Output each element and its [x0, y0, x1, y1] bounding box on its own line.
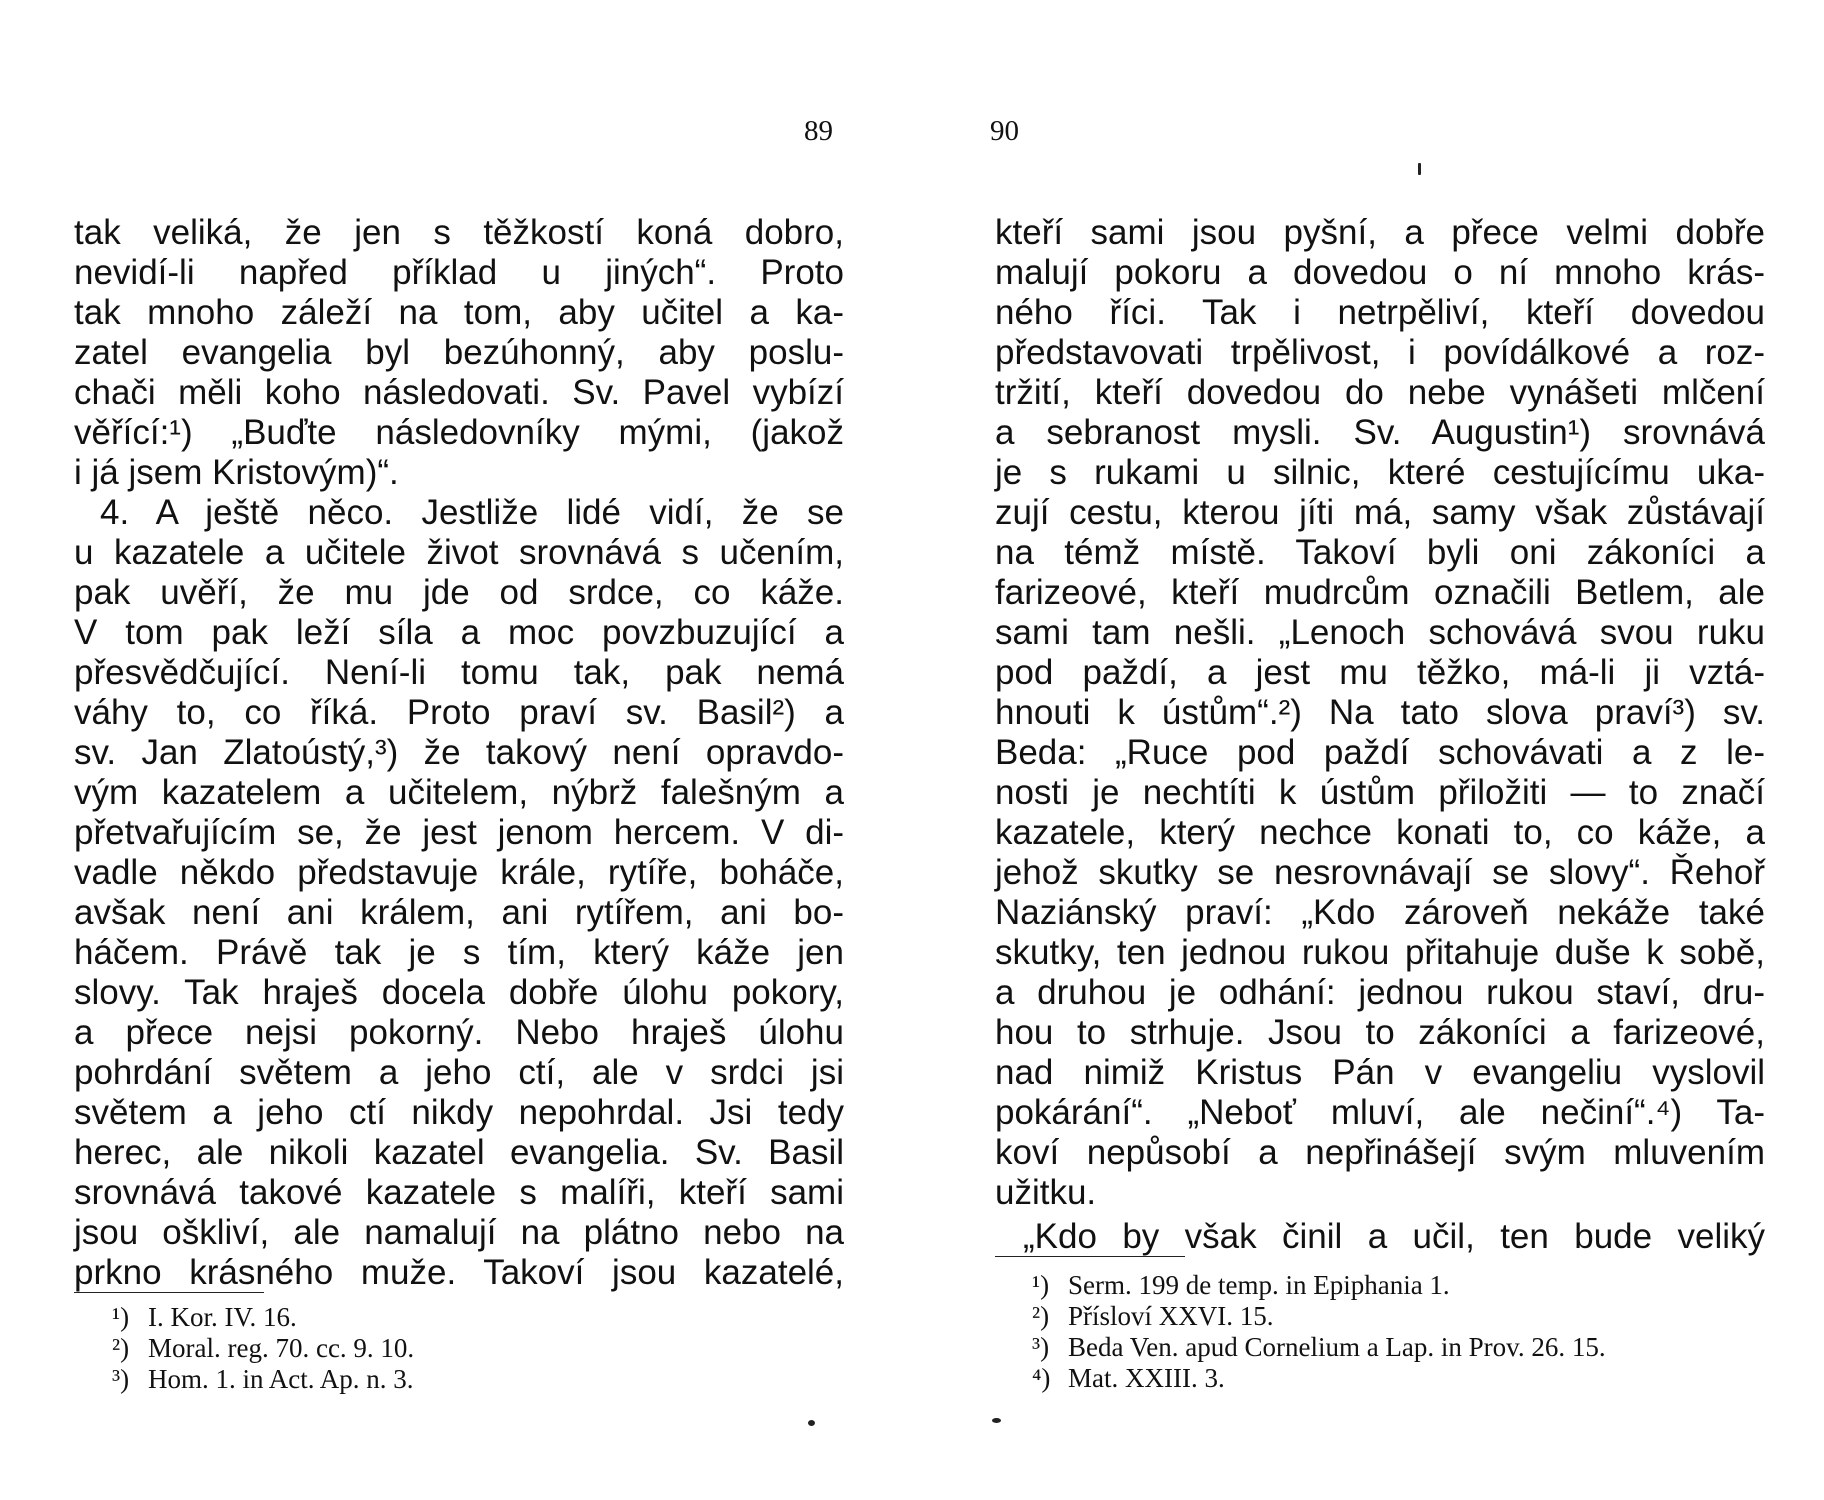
footnote-text: Beda Ven. apud Cornelium a Lap. in Prov. 26. 15. — [1068, 1332, 1606, 1362]
text-line: pak uvěří, že mu jde od srdce, co káže. — [74, 573, 844, 612]
text-line: srovnává takové kazatele s malíři, kteří sami — [74, 1173, 844, 1212]
scan-speck — [1418, 163, 1421, 175]
text-line: slovy. Tak hraješ docela dobře úlohu pokory, — [74, 973, 844, 1012]
footnote-mark: ²) — [112, 1333, 130, 1363]
text-line: tak veliká, že jen s těžkostí koná dobro, — [74, 213, 844, 252]
text-line: jsou oškliví, ale namalují na plátno nebo na — [74, 1213, 844, 1252]
text-line: je s rukami u silnic, které cestujícímu uka- — [995, 453, 1765, 492]
text-line: zatel evangelia byl bezúhonný, aby poslu- — [74, 333, 844, 372]
footnote-mark: ⁴) — [1032, 1363, 1051, 1393]
text-line: pohrdání světem a jeho ctí, ale v srdci jsi — [74, 1053, 844, 1092]
footnote — [1032, 1332, 1606, 1363]
footnotes — [1032, 1270, 1606, 1394]
footnote-text: Moral. reg. 70. cc. 9. 10. — [148, 1333, 415, 1363]
text-line: hnouti k ústům“.²) Na tato slova praví³) sv. — [995, 693, 1765, 732]
text-line: váhy to, co říká. Proto praví sv. Basil²) a — [74, 693, 844, 732]
footnote-rule — [74, 1292, 264, 1293]
text-line: i já jsem Kristovým)“. — [74, 453, 399, 492]
text-line: 4. A ještě něco. Jestliže lidé vidí, že se — [100, 493, 844, 532]
page-number: 90 — [990, 115, 1019, 147]
footnote-text: I. Kor. IV. 16. — [148, 1302, 297, 1332]
text-line: nosti je nechtíti k ústům přiložiti — to značí — [995, 773, 1765, 812]
text-line: zují cestu, kterou jíti má, samy však zůstávají — [995, 493, 1765, 532]
footnote-text: Přísloví XXVI. 15. — [1068, 1301, 1274, 1331]
text-line: malují pokoru a dovedou o ní mnoho krás- — [995, 253, 1765, 292]
footnote — [112, 1364, 414, 1395]
footnote-text: Hom. 1. in Act. Ap. n. 3. — [148, 1364, 414, 1394]
text-line: nevidí-li napřed příklad u jiných“. Proto — [74, 253, 844, 292]
footnotes — [112, 1302, 414, 1395]
scan-speck — [992, 1418, 1001, 1423]
text-line: představovati trpělivost, i povídálkové a roz- — [995, 333, 1765, 372]
text-line: herec, ale nikoli kazatel evangelia. Sv. Basil — [74, 1133, 844, 1172]
footnote-rule — [995, 1256, 1185, 1257]
text-line: světem a jeho ctí nikdy nepohrdal. Jsi tedy — [74, 1093, 844, 1132]
text-line: ného říci. Tak i netrpěliví, kteří dovedou — [995, 293, 1765, 332]
footnote-mark: ²) — [1032, 1301, 1050, 1331]
text-line: koví nepůsobí a nepřinášejí svým mluvením — [995, 1133, 1765, 1172]
scan-speck — [808, 1420, 815, 1426]
text-line: věřící:¹) „Buďte následovníky mými, (jakož — [74, 413, 844, 452]
page-number: 89 — [804, 115, 833, 147]
text-line: a druhou je odhání: jednou rukou staví, dru- — [995, 973, 1765, 1012]
text-line: vým kazatelem a učitelem, nýbrž falešným a — [74, 773, 844, 812]
footnote-mark: ¹) — [112, 1302, 130, 1332]
text-line: chači měli koho následovati. Sv. Pavel vybízí — [74, 373, 844, 412]
footnote — [112, 1302, 414, 1333]
right-page — [912, 0, 1824, 1500]
text-line: kteří sami jsou pyšní, a přece velmi dobře — [995, 213, 1765, 252]
text-line: přetvařujícím se, že jest jenom hercem. V di- — [74, 813, 844, 852]
text-line: užitku. — [995, 1173, 1097, 1212]
text-line: kazatele, který nechce konati to, co káže, a — [995, 813, 1765, 852]
text-line: sv. Jan Zlatoústý,³) že takový není opravdo- — [74, 733, 844, 772]
footnote — [1032, 1363, 1606, 1394]
footnote-text: Mat. XXIII. 3. — [1068, 1363, 1225, 1393]
footnote — [112, 1333, 414, 1364]
text-line: prkno krásného muže. Takoví jsou kazatelé, — [74, 1253, 844, 1292]
footnote-mark: ³) — [1032, 1332, 1050, 1362]
text-line: tak mnoho záleží na tom, aby učitel a ka- — [74, 293, 844, 332]
footnote-mark: ¹) — [1032, 1270, 1050, 1300]
text-line: farizeové, kteří mudrcům označili Betlem, ale — [995, 573, 1765, 612]
footnote-text: Serm. 199 de temp. in Epiphania 1. — [1068, 1270, 1450, 1300]
footnote-mark: ³) — [112, 1364, 130, 1394]
text-line: Beda: „Ruce pod paždí schovávati a z le- — [995, 733, 1765, 772]
text-line: sami tam nešli. „Lenoch schovává svou ruku — [995, 613, 1765, 652]
text-line: hou to strhuje. Jsou to zákoníci a farizeové, — [995, 1013, 1765, 1052]
text-line: a sebranost mysli. Sv. Augustin¹) srovnává — [995, 413, 1765, 452]
text-line: jehož skutky se nesrovnávají se slovy“. Řehoř — [995, 853, 1765, 892]
text-line: a přece nejsi pokorný. Nebo hraješ úlohu — [74, 1013, 844, 1052]
body-text — [995, 213, 1765, 1257]
text-line: Naziánský praví: „Kdo zároveň nekáže také — [995, 893, 1765, 932]
text-line: na témž místě. Takoví byli oni zákoníci a — [995, 533, 1765, 572]
text-line: háčem. Právě tak je s tím, který káže jen — [74, 933, 844, 972]
text-line: „Kdo by však činil a učil, ten bude veliký — [1023, 1217, 1765, 1256]
text-line: avšak není ani králem, ani rytířem, ani bo- — [74, 893, 844, 932]
body-text — [74, 213, 844, 1293]
text-line: vadle někdo představuje krále, rytíře, boháče, — [74, 853, 844, 892]
text-line: u kazatele a učitele život srovnává s učením, — [74, 533, 844, 572]
footnote — [1032, 1270, 1606, 1301]
text-line: pokárání“. „Neboť mluví, ale nečiní“.⁴) Ta- — [995, 1093, 1765, 1132]
text-line: tržití, kteří dovedou do nebe vynášeti mlčení — [995, 373, 1765, 412]
text-line: skutky, ten jednou rukou přitahuje duše k sobě, — [995, 933, 1765, 972]
text-line: nad nimiž Kristus Pán v evangeliu vyslovil — [995, 1053, 1765, 1092]
text-line: V tom pak leží síla a moc povzbuzující a — [74, 613, 844, 652]
text-line: přesvědčující. Není-li tomu tak, pak nemá — [74, 653, 844, 692]
text-line: pod paždí, a jest mu těžko, má-li ji vztá- — [995, 653, 1765, 692]
footnote — [1032, 1301, 1606, 1332]
